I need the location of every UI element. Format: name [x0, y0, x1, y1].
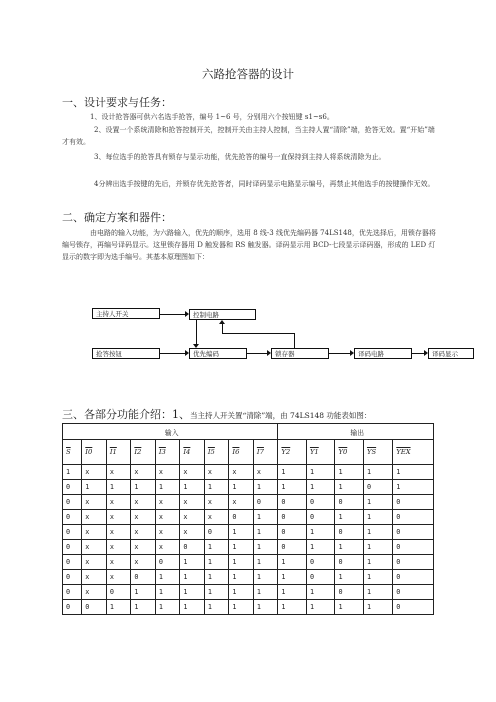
- priority-encoder-box: 优先编码: [189, 348, 247, 359]
- table-cell: 0: [306, 570, 335, 585]
- column-header: I6: [229, 440, 254, 465]
- column-header: Y0: [335, 440, 364, 465]
- table-cell: 0: [106, 585, 131, 600]
- page-title: 六路抢答器的设计: [202, 67, 294, 81]
- table-cell: x: [82, 570, 107, 585]
- table-cell: 1: [393, 465, 434, 480]
- section2-paragraph: 由电路的输入功能，为六路输入，优先的顺序，选用 8 线-3 线优先编码器 74LS148，优先选择后，用锁存器将编号锁存，再编号译码显示。这里锁存器用 D 触发器和 RS 触发器。译码显示用 BCD-七段显示译码器，形成的 LED 灯显示的数字即为选手编号。其基本原理图如下：: [62, 229, 436, 261]
- table-cell: 1: [278, 555, 307, 570]
- table-cell: 1: [363, 585, 392, 600]
- table-cell: x: [106, 510, 131, 525]
- table-cell: 1: [253, 525, 278, 540]
- table-cell: 0: [278, 510, 307, 525]
- table-cell: 1: [180, 480, 205, 495]
- table-cell: 1: [82, 480, 107, 495]
- feedback-horizontal: [222, 333, 295, 334]
- table-cell: x: [155, 510, 180, 525]
- table-cell: 0: [180, 540, 205, 555]
- table-cell: 0: [335, 555, 364, 570]
- table-cell: 1: [204, 555, 229, 570]
- table-cell: 1: [204, 585, 229, 600]
- table-cell: x: [131, 540, 156, 555]
- table-cell: 0: [335, 525, 364, 540]
- table-cell: x: [204, 510, 229, 525]
- req-item-2: 2、设置一个系统清除和抢答控制开关，控制开关由主持人控制，当主持人置“清除”端，抢答无效。置“开始”端才有效。: [62, 126, 435, 146]
- column-header: $\overline{S}$: [63, 440, 82, 465]
- table-cell: x: [180, 510, 205, 525]
- table-cell: 0: [63, 600, 82, 615]
- table-cell: 1: [106, 600, 131, 615]
- table-cell: 1: [335, 510, 364, 525]
- column-header: I4: [180, 440, 205, 465]
- table-cell: x: [229, 495, 254, 510]
- table-cell: 1: [253, 600, 278, 615]
- table-cell: x: [82, 555, 107, 570]
- table-cell: x: [82, 495, 107, 510]
- table-cell: 1: [131, 480, 156, 495]
- table-cell: 0: [393, 585, 434, 600]
- table-cell: 1: [278, 585, 307, 600]
- table-cell: x: [106, 525, 131, 540]
- table-cell: 1: [229, 555, 254, 570]
- table-cell: 1: [229, 525, 254, 540]
- table-cell: 0: [204, 525, 229, 540]
- table-cell: 0: [393, 570, 434, 585]
- decoder-circuit-box: 译码电路: [354, 348, 412, 359]
- section3-heading-tail: 当主持人开关置“清除”端，由 74LS148 功能表如图：: [190, 411, 372, 420]
- table-cell: 1: [306, 540, 335, 555]
- table-cell: x: [82, 585, 107, 600]
- table-cell: 1: [363, 570, 392, 585]
- section3-heading: [62, 406, 371, 422]
- arrowhead-icon: [185, 350, 189, 356]
- table-cell: 1: [253, 555, 278, 570]
- table-row: [63, 600, 434, 615]
- table-cell: 0: [82, 600, 107, 615]
- table-row: [63, 510, 434, 525]
- table-cell: 1: [180, 600, 205, 615]
- table-cell: x: [131, 510, 156, 525]
- table-cell: 1: [180, 585, 205, 600]
- column-header: I3: [155, 440, 180, 465]
- table-cell: 1: [306, 465, 335, 480]
- table-cell: 1: [363, 600, 392, 615]
- table-cell: 1: [253, 540, 278, 555]
- table-body: [63, 465, 434, 615]
- table-cell: x: [229, 465, 254, 480]
- table-cell: x: [82, 465, 107, 480]
- table-cell: 1: [278, 570, 307, 585]
- table-cell: 1: [155, 585, 180, 600]
- table-cell: x: [180, 525, 205, 540]
- table-cell: 1: [363, 555, 392, 570]
- table-cell: 1: [278, 600, 307, 615]
- table-cell: 0: [229, 510, 254, 525]
- latch-box: 锁存器: [271, 348, 329, 359]
- table-row: [63, 480, 434, 495]
- table-cell: 1: [363, 540, 392, 555]
- table-cell: 1: [131, 600, 156, 615]
- table-cell: 1: [363, 510, 392, 525]
- table-cell: 0: [278, 540, 307, 555]
- table-cell: x: [253, 465, 278, 480]
- table-cell: 0: [306, 555, 335, 570]
- table-cell: x: [131, 465, 156, 480]
- table-cell: 0: [131, 570, 156, 585]
- table-cell: x: [131, 555, 156, 570]
- section1-heading: 一、设计要求与任务：: [62, 96, 172, 109]
- arrow-latch-decoder: [329, 353, 351, 354]
- table-cell: x: [131, 525, 156, 540]
- table-cell: 1: [335, 480, 364, 495]
- column-header-row: [63, 440, 434, 465]
- arrow-buttons-encoder: [160, 353, 186, 354]
- table-cell: 1: [393, 480, 434, 495]
- table-row: [63, 570, 434, 585]
- table-cell: 0: [155, 555, 180, 570]
- table-cell: 1: [155, 570, 180, 585]
- table-cell: 1: [306, 600, 335, 615]
- table-cell: x: [82, 540, 107, 555]
- table-cell: x: [155, 525, 180, 540]
- table-cell: 1: [180, 555, 205, 570]
- function-table-74ls148: [62, 423, 434, 615]
- table-cell: x: [204, 465, 229, 480]
- table-cell: x: [131, 495, 156, 510]
- header-output: 输出: [278, 424, 434, 440]
- section3-heading-main: 三、各部分功能介绍：1、: [62, 408, 190, 421]
- column-header: I7: [253, 440, 278, 465]
- table-cell: 1: [229, 540, 254, 555]
- table-cell: 0: [63, 510, 82, 525]
- req-item-4: 4分辨出选手按键的先后，并锁存优先抢答者，同时译码显示电路显示编号，再禁止其他选手的按键操作无效。: [94, 180, 435, 188]
- table-cell: 0: [335, 495, 364, 510]
- arrowhead-icon: [219, 320, 225, 324]
- host-switch-box: 主持人开关: [92, 308, 160, 319]
- table-cell: 1: [363, 525, 392, 540]
- table-cell: 1: [204, 570, 229, 585]
- table-cell: 0: [363, 480, 392, 495]
- table-cell: 1: [155, 600, 180, 615]
- table-cell: 1: [306, 480, 335, 495]
- table-row: [63, 555, 434, 570]
- table-cell: 0: [63, 585, 82, 600]
- table-cell: 1: [306, 585, 335, 600]
- table-cell: 1: [253, 510, 278, 525]
- table-cell: x: [180, 465, 205, 480]
- table-row: [63, 465, 434, 480]
- table-cell: 1: [229, 480, 254, 495]
- table-cell: 1: [335, 600, 364, 615]
- arrowhead-icon: [267, 350, 271, 356]
- table-cell: 0: [63, 495, 82, 510]
- buttons-box: 抢答按钮: [92, 348, 160, 359]
- table-cell: x: [82, 525, 107, 540]
- table-row: [63, 525, 434, 540]
- table-cell: x: [82, 510, 107, 525]
- table-cell: x: [106, 555, 131, 570]
- table-cell: 0: [63, 480, 82, 495]
- table-row: [63, 585, 434, 600]
- table-cell: 1: [253, 585, 278, 600]
- table-cell: 1: [335, 540, 364, 555]
- table-cell: 0: [253, 495, 278, 510]
- table-cell: 1: [63, 465, 82, 480]
- table-cell: x: [106, 570, 131, 585]
- table-cell: 1: [253, 480, 278, 495]
- table-cell: x: [155, 465, 180, 480]
- display-box: 译码显示: [428, 348, 474, 359]
- column-header: $\overline{YEX}$: [393, 440, 434, 465]
- control-circuit-box: 控制电路: [189, 309, 256, 320]
- table-cell: x: [155, 495, 180, 510]
- table-cell: x: [180, 495, 205, 510]
- table-cell: 0: [63, 555, 82, 570]
- column-header: Y1: [306, 440, 335, 465]
- table-cell: 1: [335, 570, 364, 585]
- table-cell: x: [106, 540, 131, 555]
- table-cell: 0: [393, 525, 434, 540]
- block-diagram: [62, 308, 462, 390]
- table-cell: 0: [306, 495, 335, 510]
- table-cell: 1: [204, 540, 229, 555]
- table-cell: 0: [393, 510, 434, 525]
- table-cell: 0: [278, 525, 307, 540]
- req-item-3: 3、每位选手的抢答具有锁存与显示功能，优先抢答的编号一直保持到主持人将系统清除为止。: [94, 153, 386, 161]
- table-cell: x: [106, 465, 131, 480]
- arrowhead-icon: [350, 350, 354, 356]
- table-cell: 1: [363, 465, 392, 480]
- table-cell: 1: [131, 585, 156, 600]
- table-cell: 1: [229, 585, 254, 600]
- section2-heading: 二、确定方案和器件：: [62, 211, 172, 224]
- arrowhead-icon: [193, 344, 199, 348]
- arrow-control-encoder: [196, 320, 197, 345]
- table-cell: x: [155, 540, 180, 555]
- table-cell: 0: [63, 570, 82, 585]
- column-header: I0: [82, 440, 107, 465]
- table-cell: 0: [393, 540, 434, 555]
- table-cell: 1: [363, 495, 392, 510]
- table-cell: 1: [253, 570, 278, 585]
- header-input: 输入: [63, 424, 278, 440]
- table-cell: 0: [393, 600, 434, 615]
- table-cell: 1: [278, 480, 307, 495]
- feedback-up: [222, 323, 223, 333]
- arrow-encoder-latch: [247, 353, 268, 354]
- table-cell: 0: [393, 495, 434, 510]
- table-row: [63, 495, 434, 510]
- arrow-host-control: [160, 314, 186, 315]
- table-cell: 1: [180, 570, 205, 585]
- table-cell: 0: [393, 555, 434, 570]
- table-cell: 1: [229, 570, 254, 585]
- table-cell: 0: [63, 525, 82, 540]
- column-header: $\overline{YS}$: [363, 440, 392, 465]
- feedback-latch-control: [294, 333, 295, 348]
- table-cell: 1: [278, 465, 307, 480]
- table-cell: 0: [335, 585, 364, 600]
- table-cell: 0: [306, 510, 335, 525]
- table-cell: 1: [155, 480, 180, 495]
- table-cell: 0: [278, 495, 307, 510]
- arrowhead-icon: [185, 311, 189, 317]
- column-header: I2: [131, 440, 156, 465]
- table-cell: x: [204, 495, 229, 510]
- table-cell: 1: [335, 465, 364, 480]
- table-cell: 1: [306, 525, 335, 540]
- column-header: Y2: [278, 440, 307, 465]
- table-cell: 0: [63, 540, 82, 555]
- table-cell: x: [106, 495, 131, 510]
- req-item-1: 1、设计抢答器可供六名选手抢答，编号 1~6 号，分别用六个按钮键 s1~s6。: [90, 113, 334, 121]
- table-cell: 1: [204, 480, 229, 495]
- table-row: [63, 540, 434, 555]
- table-cell: 1: [229, 600, 254, 615]
- column-header: I5: [204, 440, 229, 465]
- arrowhead-icon: [424, 350, 428, 356]
- table-cell: 1: [204, 600, 229, 615]
- table-cell: 1: [106, 480, 131, 495]
- column-header: I1: [106, 440, 131, 465]
